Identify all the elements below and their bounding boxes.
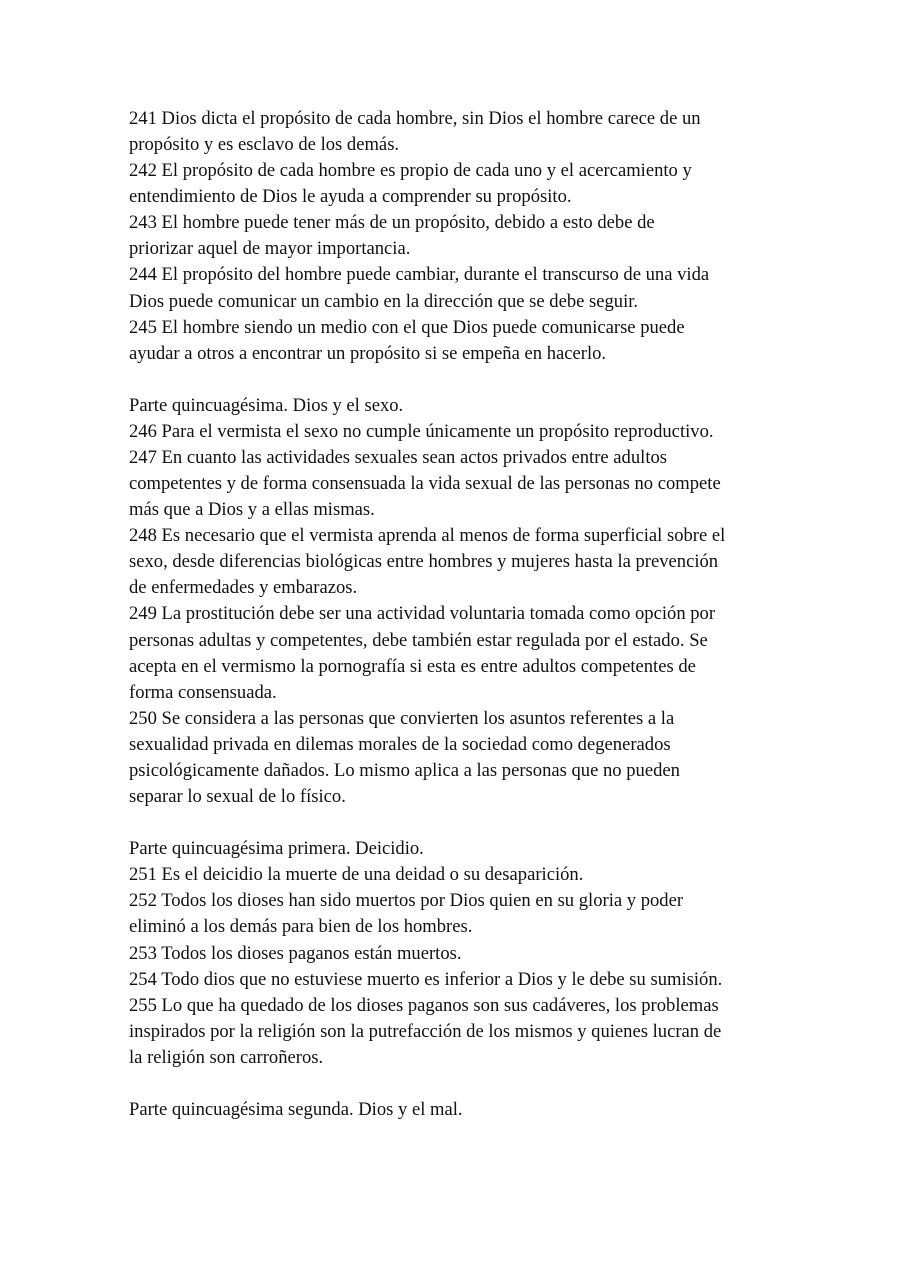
document-page: [129, 106, 829, 1123]
text-line: 255 Lo que ha quedado de los dioses paganos son sus cadáveres, los problemas: [129, 994, 719, 1016]
text-line: sexualidad privada en dilemas morales de la sociedad como degenerados: [129, 733, 671, 755]
text-line: eliminó a los demás para bien de los hombres.: [129, 916, 473, 938]
text-line: competentes y de forma consensuada la vida sexual de las personas no compete: [129, 473, 721, 495]
section-heading: Parte quincuagésima. Dios y el sexo.: [129, 394, 404, 416]
text-line: inspirados por la religión son la putrefacción de los mismos y quienes lucran de: [129, 1020, 722, 1042]
text-line: 242 El propósito de cada hombre es propio de cada uno y el acercamiento y: [129, 160, 692, 182]
blank-line: [129, 810, 829, 836]
text-line: sexo, desde diferencias biológicas entre hombres y mujeres hasta la prevención: [129, 551, 719, 573]
blank-line: [129, 1071, 829, 1097]
text-line: 254 Todo dios que no estuviese muerto es inferior a Dios y le debe su sumisión.: [129, 968, 723, 990]
text-line: ayudar a otros a encontrar un propósito si se empeña en hacerlo.: [129, 342, 607, 364]
text-line: propósito y es esclavo de los demás.: [129, 134, 400, 156]
text-line: 247 En cuanto las actividades sexuales sean actos privados entre adultos: [129, 447, 668, 469]
text-line: Dios puede comunicar un cambio en la dirección que se debe seguir.: [129, 290, 639, 312]
text-line: 244 El propósito del hombre puede cambiar, durante el transcurso de una vida: [129, 264, 710, 286]
text-line: acepta en el vermismo la pornografía si esta es entre adultos competentes de: [129, 655, 696, 677]
text-line: la religión son carroñeros.: [129, 1046, 324, 1068]
text-line: más que a Dios y a ellas mismas.: [129, 499, 375, 521]
text-line: 245 El hombre siendo un medio con el que Dios puede comunicarse puede: [129, 316, 685, 338]
text-line: 246 Para el vermista el sexo no cumple únicamente un propósito reproductivo.: [129, 420, 714, 442]
text-line: 241 Dios dicta el propósito de cada hombre, sin Dios el hombre carece de un: [129, 108, 701, 129]
section-heading: Parte quincuagésima primera. Deicidio.: [129, 838, 424, 860]
text-line: 248 Es necesario que el vermista aprenda al menos de forma superficial sobre el: [129, 525, 726, 547]
text-line: 253 Todos los dioses paganos están muertos.: [129, 942, 462, 964]
text-line: 251 Es el deicidio la muerte de una deidad o su desaparición.: [129, 864, 584, 886]
text-line: priorizar aquel de mayor importancia.: [129, 238, 411, 260]
text-line: psicológicamente dañados. Lo mismo aplica a las personas que no pueden: [129, 759, 680, 781]
text-line: separar lo sexual de lo físico.: [129, 786, 346, 808]
text-line: personas adultas y competentes, debe también estar regulada por el estado. Se: [129, 629, 708, 651]
text-line: forma consensuada.: [129, 681, 277, 703]
text-line: 249 La prostitución debe ser una actividad voluntaria tomada como opción por: [129, 603, 716, 625]
text-line: 252 Todos los dioses han sido muertos por Dios quien en su gloria y poder: [129, 890, 684, 912]
section-heading: Parte quincuagésima segunda. Dios y el mal.: [129, 1098, 463, 1120]
text-line: 250 Se considera a las personas que convierten los asuntos referentes a la: [129, 707, 675, 729]
blank-line: [129, 367, 829, 393]
text-line: 243 El hombre puede tener más de un propósito, debido a esto debe de: [129, 212, 655, 234]
text-line: de enfermedades y embarazos.: [129, 577, 358, 599]
text-line: entendimiento de Dios le ayuda a comprender su propósito.: [129, 186, 572, 208]
